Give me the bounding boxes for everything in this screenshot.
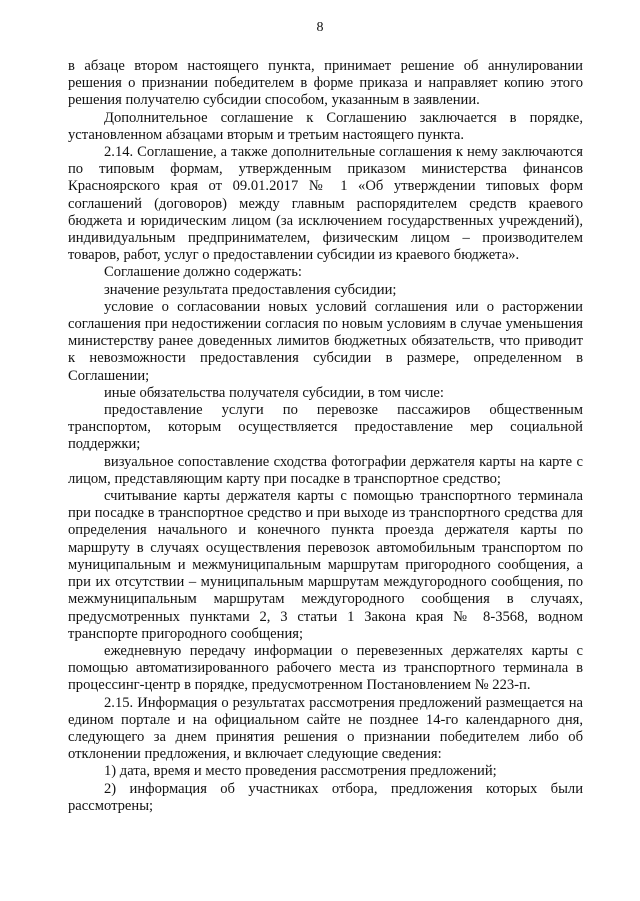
paragraph-5: значение результата предоставления субсидии; (104, 281, 397, 298)
paragraph-1: в абзаце втором настоящего пункта, принимает решение об аннулировании решения о признании победителем в форме приказа и направляет копию этого решения получателю субсидии способом, указанным в заявлении. (68, 58, 583, 109)
paragraph-3: 2.14. Соглашение, а также дополнительные соглашения к нему заключаются по типовым формам, утвержденным приказом министерства финансов Красноярского края от 09.01.2017 № 1 «Об утверждении типовых форм соглашений (договоров) между главным распорядителем средств краевого бюджета и юридическим лицом (за исключением государственных учреждений), индивидуальным предпринимателем, физическим лицом – производителем товаров, работ, услуг о предоставлении субсидии из краевого бюджета». (68, 144, 583, 264)
paragraph-9: визуальное сопоставление сходства фотографии держателя карты на карте с лицом, представляющим карту при посадке в транспортное средство; (68, 453, 583, 487)
paragraph-12: 2.15. Информация о результатах рассмотрения предложений размещается на едином портале и на официальном сайте не позднее 14-го календарного дня, следующего за днем принятия решения о признании победителем либо об отклонении предложения, и включает следующие сведения: (68, 694, 583, 763)
paragraph-2: Дополнительное соглашение к Соглашению заключается в порядке, установленном абзацами вторым и третьим настоящего пункта. (68, 109, 583, 143)
paragraph-13: 1) дата, время и место проведения рассмотрения предложений; (104, 763, 497, 780)
paragraph-14: 2) информация об участниках отбора, предложения которых были рассмотрены; (68, 780, 583, 814)
page-number: 8 (316, 20, 324, 35)
paragraph-7: иные обязательства получателя субсидии, в том числе: (104, 384, 444, 401)
paragraph-4: Соглашение должно содержать: (104, 264, 302, 281)
paragraph-11: ежедневную передачу информации о перевезенных держателях карты с помощью автоматизированного рабочего места из транспортного терминала в процессинг-центр в порядке, предусмотренном Постановлением № 223-п. (68, 642, 583, 694)
document-body (68, 58, 583, 815)
paragraph-10: считывание карты держателя карты с помощью транспортного терминала при посадке в транспортное средство и при выходе из транспортного средства для определения начального и конечного пункта проезда держателя карты по маршруту в случаях осуществления перевозок автомобильным транспортом по муниципальным и межмуниципальным маршрутам пригородного сообщения, а при их отсутствии – муниципальным маршрутам междугородного сообщения, по межмуниципальным маршрутам междугородного сообщения в случаях, предусмотренных пунктами 2, 3 статьи 1 Закона края № 8-3568, водном транспорте пригородного сообщения; (68, 488, 583, 642)
paragraph-8: предоставление услуги по перевозке пассажиров общественным транспортом, которым осуществляется предоставление мер социальной поддержки; (68, 402, 583, 453)
paragraph-6: условие о согласовании новых условий соглашения или о расторжении соглашения при недостижении согласия по новым условиям в случае уменьшения министерству ранее доведенных лимитов бюджетных обязательств, что приводит к невозможности предоставления субсидии в размере, определенном в Соглашении; (68, 298, 583, 384)
